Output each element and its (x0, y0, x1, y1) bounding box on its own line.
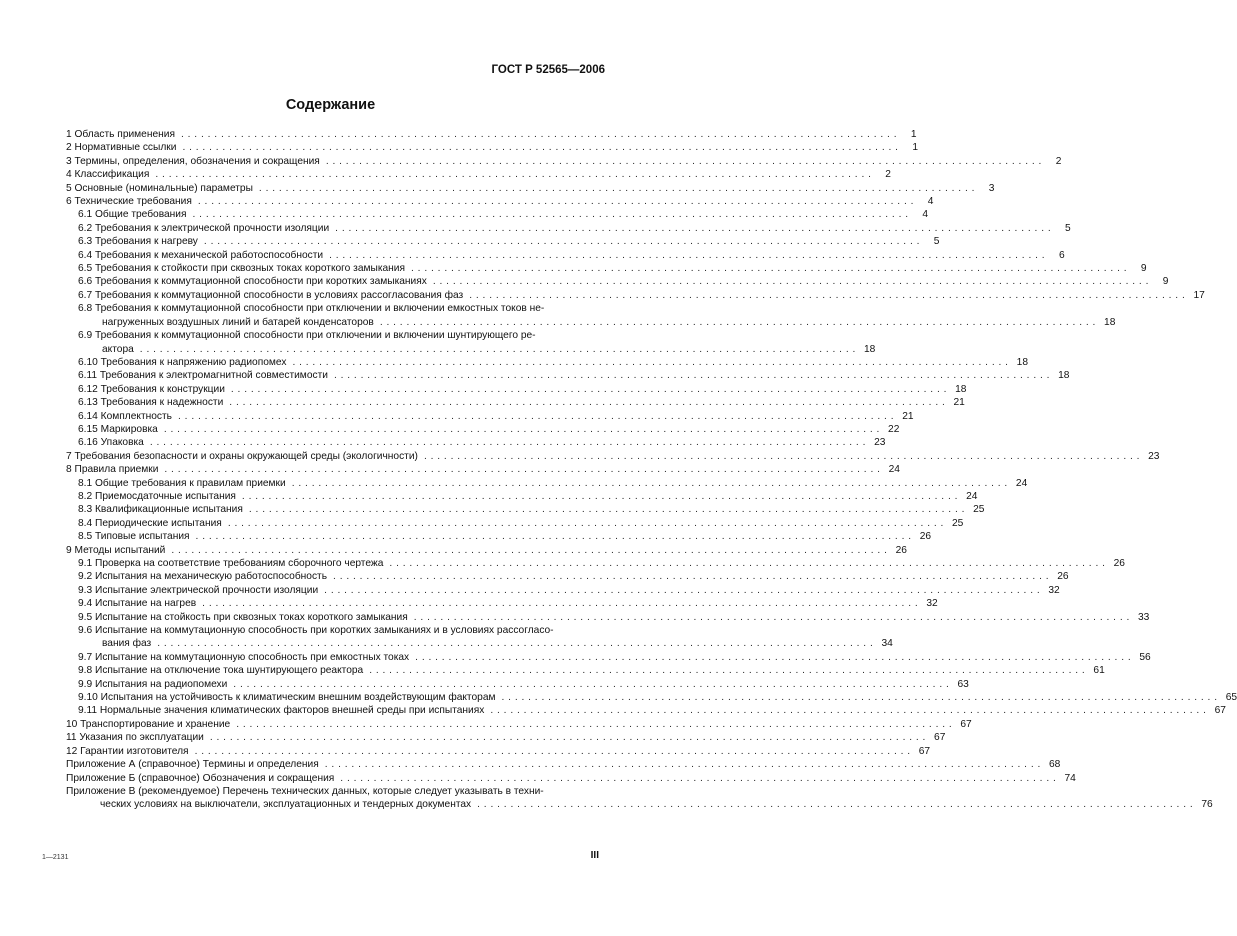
toc-entry[interactable] (66, 557, 1125, 570)
dot-leader (231, 383, 947, 396)
toc-entry[interactable] (66, 664, 1105, 677)
toc-entry-page: 26 (919, 531, 932, 543)
toc-entry-title: 9.1 Проверка на соответствие требованиям сборочного чертежа (78, 558, 384, 569)
toc-entry[interactable] (66, 731, 946, 744)
dot-leader (292, 477, 1008, 490)
toc-entry-title: актора (102, 343, 134, 355)
toc-entry[interactable] (66, 249, 1065, 262)
toc-entry[interactable] (66, 772, 1076, 785)
toc-entry[interactable] (66, 235, 940, 248)
dot-leader (198, 195, 914, 208)
dot-leader (502, 691, 1218, 704)
dot-leader (259, 182, 975, 195)
toc-entry[interactable] (66, 155, 1062, 168)
toc-entry-page: 23 (874, 437, 886, 449)
toc-entry-title: 9.10 Испытания на устойчивость к климатическим внешним воздействующим факторам (78, 692, 496, 704)
toc-entry-title: ческих условиях на выключатели, эксплуатационных и тендерных документах (100, 799, 472, 811)
dot-leader (477, 798, 1193, 811)
toc-entry-page: 5 (933, 236, 940, 248)
toc-entry[interactable] (66, 503, 985, 516)
dot-leader (433, 275, 1149, 288)
toc-entry-title: 8.4 Периодические испытания (78, 517, 222, 529)
toc-entry-title-line1: 6.8 Требования к коммутационной способности при отключении и включении емкостных токов не- (78, 303, 545, 315)
toc-entry[interactable] (66, 302, 1116, 329)
toc-entry-title: 11 Указания по эксплуатации (66, 732, 204, 744)
toc-entry-page: 32 (926, 598, 938, 610)
toc-entry-page: 18 (864, 343, 876, 355)
dot-leader (411, 262, 1127, 275)
dot-leader (178, 410, 894, 423)
toc-entry[interactable] (66, 651, 1151, 664)
toc-entry-page: 67 (918, 745, 931, 757)
toc-entry-page: 63 (957, 678, 969, 690)
toc-entry-page: 24 (966, 490, 978, 502)
toc-entry-title: 8.1 Общие требования к правилам приемки (78, 477, 286, 489)
toc-entry-page: 61 (1093, 665, 1105, 677)
toc-entry-title: 6.7 Требования к коммутационной способности в условиях рассогласования фаз (78, 289, 464, 301)
toc-entry-page: 3 (988, 182, 995, 194)
dot-leader (140, 343, 856, 356)
toc-entry-page: 17 (1193, 289, 1205, 301)
dot-leader (324, 584, 1040, 597)
toc-entry-title: 8 Правила приемки (66, 464, 159, 476)
toc-entry-title: 6.12 Требования к конструкции (78, 383, 225, 395)
toc-entry[interactable] (66, 410, 914, 423)
toc-entry-title: 9.3 Испытание электрической прочности изоляции (78, 584, 319, 596)
toc-entry-page: 22 (888, 423, 900, 435)
dot-leader (415, 651, 1131, 664)
toc-entry[interactable] (66, 718, 972, 731)
page-title: Содержание (285, 97, 376, 113)
toc-entry-title: 9.7 Испытание на коммутационную способность при емкостных токах (78, 651, 410, 663)
toc-entry-page: 32 (1048, 584, 1060, 596)
toc-entry-page: 24 (888, 464, 900, 476)
toc-entry[interactable] (66, 436, 886, 449)
toc-entry-title: Приложение А (справочное) Термины и определения (66, 759, 319, 771)
toc-entry[interactable] (66, 275, 1169, 288)
toc-entry-title: 6.11 Требования к электромагнитной совместимости (78, 370, 328, 382)
toc-entry[interactable] (66, 195, 934, 208)
dot-leader (182, 141, 898, 154)
toc-entry[interactable] (66, 289, 1205, 302)
toc-entry[interactable] (66, 423, 900, 436)
toc-entry[interactable] (66, 463, 900, 476)
toc-entry[interactable] (66, 262, 1147, 275)
dot-leader (292, 356, 1008, 369)
toc-entry[interactable] (66, 477, 1028, 490)
dot-leader (210, 731, 926, 744)
dot-leader (150, 436, 866, 449)
toc-entry[interactable] (66, 356, 1028, 369)
toc-entry-title: 8.3 Квалификационные испытания (78, 504, 243, 516)
toc-entry[interactable] (66, 544, 907, 557)
toc-entry-page: 26 (1057, 571, 1069, 583)
toc-entry-page: 68 (1048, 759, 1061, 771)
toc-entry-title: 6.3 Требования к нагреву (78, 236, 198, 248)
toc-entry-page: 26 (1113, 558, 1125, 569)
toc-entry-title: 9.4 Испытание на нагрев (78, 598, 197, 610)
toc-entry[interactable] (66, 597, 938, 610)
toc-entry-title: 6.14 Комплектность (78, 410, 172, 422)
toc-entry-page: 1 (912, 142, 918, 154)
dot-leader (233, 678, 949, 691)
toc-entry-title: 9.5 Испытание на стойкость при сквозных токах короткого замыкания (78, 611, 408, 623)
toc-entry-title: 9.2 Испытания на механическую работоспособность (78, 571, 328, 583)
toc-entry[interactable] (66, 168, 891, 181)
toc-entry[interactable] (66, 704, 1226, 717)
dot-leader (424, 450, 1140, 463)
toc-entry-page: 56 (1139, 651, 1151, 663)
toc-entry-title: 6.16 Упаковка (78, 437, 144, 449)
toc-entry[interactable] (66, 570, 1069, 583)
toc-entry-title: 8.5 Типовые испытания (78, 531, 190, 543)
dot-leader (329, 249, 1045, 262)
toc-entry[interactable] (66, 450, 1160, 463)
toc-entry-page: 9 (1162, 276, 1169, 288)
toc-entry-page: 6 (1058, 249, 1065, 261)
dot-leader (369, 664, 1085, 677)
dot-leader (195, 745, 911, 758)
dot-leader (202, 597, 918, 610)
toc-entry[interactable] (66, 624, 893, 651)
toc-entry-title: 6 Технические требования (66, 196, 192, 208)
toc-entry-page: 65 (1225, 692, 1237, 704)
toc-entry-title: 3 Термины, определения, обозначения и сокращения (66, 155, 320, 167)
toc-entry-title: нагруженных воздушных линий и батарей конденсаторов (102, 316, 374, 328)
toc-entry-title: 6.1 Общие требования (78, 209, 187, 221)
toc-entry-page: 23 (1148, 450, 1160, 462)
toc-entry-title: 7 Требования безопасности и охраны окружающей среды (экологичности) (66, 450, 418, 462)
toc-entry[interactable] (66, 530, 932, 543)
dot-leader (334, 369, 1050, 382)
dot-leader (171, 544, 887, 557)
toc-entry-title-line1: Приложение В (рекомендуемое) Перечень технических данных, которые следует указывать в техни- (66, 785, 544, 797)
toc-entry[interactable] (66, 182, 995, 195)
toc-entry-page: 21 (902, 410, 914, 422)
toc-entry-page: 25 (952, 517, 964, 529)
toc-entry-title: 9.9 Испытания на радиопомехи (78, 678, 228, 690)
toc-entry-page: 67 (960, 718, 972, 730)
toc-entry-page: 74 (1064, 772, 1076, 784)
toc-entry-title: 6.13 Требования к надежности (78, 397, 224, 409)
dot-leader (333, 570, 1049, 583)
toc-entry-page: 25 (973, 504, 985, 516)
dot-leader (157, 637, 873, 650)
toc-entry-page: 4 (927, 196, 934, 208)
toc-entry-page: 76 (1201, 799, 1213, 811)
dot-leader (204, 235, 920, 248)
toc-entry[interactable] (66, 396, 965, 409)
toc-entry-title: 2 Нормативные ссылки (66, 142, 177, 154)
dot-leader (249, 503, 965, 516)
toc-entry-title: 6.4 Требования к механической работоспособности (78, 249, 324, 261)
toc-entry[interactable] (66, 329, 876, 356)
toc-entry[interactable] (66, 691, 1237, 704)
toc-entry[interactable] (66, 208, 929, 221)
dot-leader (181, 128, 897, 141)
toc-entry[interactable] (66, 584, 1060, 597)
dot-leader (389, 557, 1105, 570)
table-of-contents (66, 128, 1237, 812)
toc-entry[interactable] (66, 785, 1213, 812)
toc-entry-page: 21 (953, 397, 965, 409)
toc-entry-page: 18 (955, 383, 967, 395)
page-number: III (590, 850, 599, 861)
toc-entry-title: 6.15 Маркировка (78, 423, 158, 435)
dot-leader (193, 208, 909, 221)
dot-leader (340, 772, 1056, 785)
dot-leader (469, 289, 1185, 302)
toc-entry[interactable] (66, 128, 917, 141)
toc-entry-page: 67 (1214, 705, 1226, 717)
dot-leader (228, 517, 944, 530)
toc-entry-page: 34 (881, 638, 893, 650)
dot-leader (380, 316, 1096, 329)
toc-entry-title: 4 Классификация (66, 169, 150, 181)
dot-leader (236, 718, 952, 731)
toc-entry-page: 24 (1015, 477, 1028, 489)
toc-entry[interactable] (66, 383, 967, 396)
dot-leader (242, 490, 958, 503)
toc-entry-title-line1: 9.6 Испытание на коммутационную способность при коротких замыканиях и в условиях рассогласо- (78, 625, 554, 637)
dot-leader (164, 463, 880, 476)
dot-leader (325, 758, 1041, 771)
print-code: 1—2131 (42, 854, 69, 861)
toc-entry-page: 18 (1016, 356, 1028, 368)
toc-entry[interactable] (66, 678, 969, 691)
dot-leader (164, 423, 880, 436)
toc-entry-title: Приложение Б (справочное) Обозначения и сокращения (66, 772, 335, 784)
toc-entry-title: 5 Основные (номинальные) параметры (66, 182, 253, 194)
toc-entry-page: 9 (1140, 263, 1147, 275)
toc-entry-title: 9.11 Нормальные значения климатических факторов внешней среды при испытаниях (78, 705, 485, 717)
toc-entry-title: 8.2 Приемосдаточные испытания (78, 490, 236, 502)
dot-leader (326, 155, 1042, 168)
toc-entry-page: 2 (885, 169, 891, 181)
toc-entry[interactable] (66, 758, 1061, 771)
document-code: ГОСТ Р 52565—2006 (491, 64, 605, 76)
toc-entry-page: 18 (1104, 316, 1116, 328)
toc-entry-title: 10 Транспортирование и хранение (66, 718, 231, 730)
dot-leader (335, 222, 1051, 235)
toc-entry-page: 18 (1058, 370, 1070, 382)
toc-entry-title: 1 Область применения (66, 129, 175, 140)
toc-entry-page: 67 (934, 732, 946, 744)
toc-entry-title: 6.6 Требования к коммутационной способности при коротких замыканиях (78, 276, 427, 288)
toc-entry-page: 4 (922, 209, 929, 221)
toc-entry[interactable] (66, 611, 1150, 624)
toc-entry[interactable] (66, 141, 918, 154)
toc-entry[interactable] (66, 517, 964, 530)
toc-entry-title: вания фаз (102, 638, 152, 650)
dot-leader (196, 530, 912, 543)
dot-leader (490, 704, 1206, 717)
toc-entry-page: 33 (1137, 611, 1150, 623)
dot-leader (229, 396, 945, 409)
dot-leader (155, 168, 871, 181)
toc-entry-title: 6.10 Требования к напряжению радиопомех (78, 356, 287, 368)
toc-entry[interactable] (66, 369, 1070, 382)
toc-entry-page: 5 (1065, 222, 1071, 234)
toc-entry[interactable] (66, 222, 1071, 235)
dot-leader (414, 611, 1130, 624)
toc-entry-title: 6.2 Требования к электрической прочности изоляции (78, 222, 330, 234)
toc-entry-title-line1: 6.9 Требования к коммутационной способности при отключении и включении шунтирующего ре- (78, 330, 536, 342)
toc-entry[interactable] (66, 745, 931, 758)
toc-entry-title: 9.8 Испытание на отключение тока шунтирующего реактора (78, 665, 364, 677)
toc-entry-page: 2 (1055, 155, 1062, 167)
toc-entry-title: 6.5 Требования к стойкости при сквозных токах короткого замыкания (78, 263, 406, 275)
toc-entry-title: 9 Методы испытаний (66, 544, 166, 556)
toc-entry[interactable] (66, 490, 978, 503)
toc-entry-page: 26 (895, 544, 907, 556)
toc-entry-page: 1 (910, 129, 917, 140)
toc-entry-title: 12 Гарантии изготовителя (66, 745, 189, 757)
